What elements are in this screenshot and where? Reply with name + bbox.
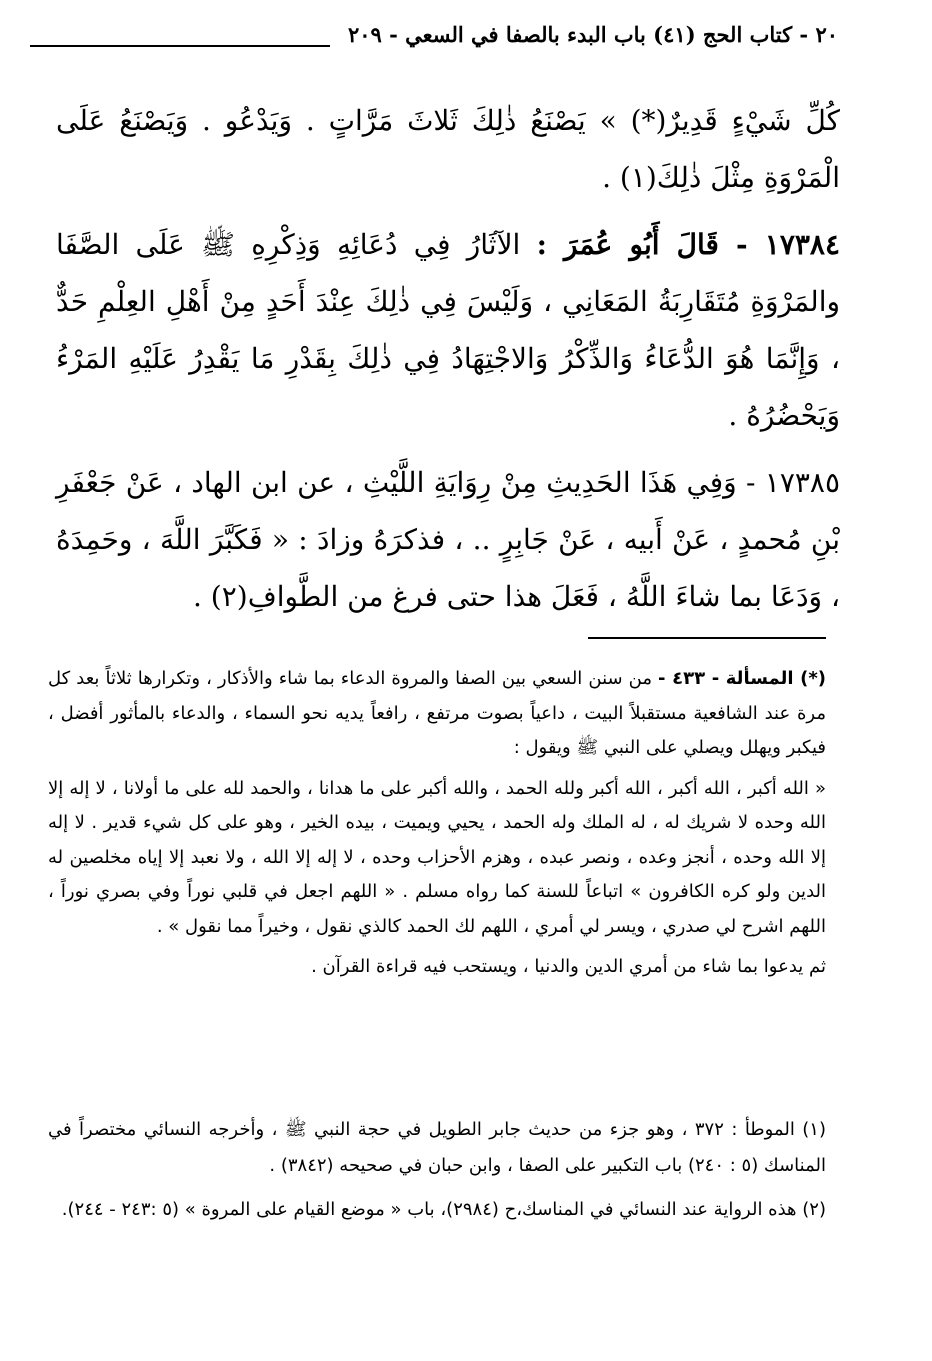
paragraph-17385: ١٧٣٨٥ - وَفِي هَذَا الحَدِيثِ مِنْ رِوَايَةِ اللَّيْثِ ، عن ابن الهاد ، عَنْ جَعْفَرِ بْنِ مُحمدٍ ، عَنْ أَبيه ، عَنْ جَابِرٍ .. ، فذكرَهُ وزادَ : « فَكَبَّرَ اللَّهَ ، وحَمِدَهُ ، وَدَعَا بما شاءَ اللَّهُ ، فَعَلَ هذا حتى فرغ من الطَّوافِ(٢) . xyxy=(56,466,840,613)
footnote-2: (٢) هذه الرواية عند النسائي في المناسك،ح (٢٩٨٤)، باب « موضع القيام على المروة » (٥ :٢٤٣ - ٢٤٤). xyxy=(61,1199,826,1220)
note-closing: ثم يدعوا بما شاء من أمري الدين والدنيا ، ويستحب فيه قراءة القرآن . xyxy=(311,956,826,977)
paragraph-17384-text: الآثَارُ فِي دُعَائِهِ وَذِكْرِهِ ﷺ عَلَى الصَّفَا والمَرْوَةِ مُتَقَارِبَةُ المَعَانِي ، وَلَيْسَ فِي ذٰلِكَ عِنْدَ أَحَدٍ مِنْ أَهْلِ العِلْمِ حَدٌّ ، وَإِنَّمَا هُوَ الدُّعَاءُ وَالذِّكْرُ وَالاجْتِهَادُ فِي ذٰلِكَ بِقَدْرِ مَا يَقْدِرُ عَلَيْهِ المَرْءُ وَيَحْضُرُهُ . xyxy=(56,228,840,432)
footnote-1: (١) الموطأ : ٣٧٢ ، وهو جزء من حديث جابر الطويل في حجة النبي ﷺ ، وأخرجه النسائي مختصراً في المناسك (٥ : ٢٤٠) باب التكبير على الصفا ، وابن حبان في صحيحه (٣٨٤٢) . xyxy=(48,1119,826,1176)
header-rule xyxy=(30,45,330,47)
footnote-divider xyxy=(588,637,826,639)
commentary-notes xyxy=(48,662,826,991)
paragraph-17384 xyxy=(56,216,840,444)
running-header xyxy=(30,22,838,56)
paragraph-number-17384: ١٧٣٨٤ - قَالَ أَبُو عُمَرَ : xyxy=(536,228,840,261)
note-dua-text: « الله أكبر ، الله أكبر ، الله أكبر ولله الحمد ، والله أكبر على ما هدانا ، والحمد لله على ما أولانا ، لا إله إلا الله وحده لا شريك له ، له الملك وله الحمد ، يحيي ويميت ، بيده الخير ، وهو على كل شيء قدير . لا إله إلا الله وحده ، أنجز وعده ، ونصر عبده ، وهزم الأحزاب وحده ، لا إله إلا الله ، ولا نعبد إلا إياه مخلصين له الدين ولو كره الكافرون » اتباعاً للسنة كما رواه مسلم . « اللهم اجعل في قلبي نوراً وفي بصري نوراً ، اللهم اشرح لي صدري ، ويسر لي أمري ، اللهم لك الحمد كالذي نقول ، وخيراً مما نقول » . xyxy=(48,777,826,937)
note-masala-text: من سنن السعي بين الصفا والمروة الدعاء بما شاء والأذكار ، وتكرارها ثلاثاً بعد كل مرة عند الشافعية مستقبلاً البيت ، داعياً بصوت مرتفع ، رافعاً يديه نحو السماء ، والدعاء بالمأثور أفضل ، فيكبر ويهلل ويصلي على النبي ﷺ ويقول : xyxy=(48,668,826,758)
note-masala-label: (*) المسألة - ٤٣٣ - xyxy=(658,668,826,689)
paragraph-1: كُلِّ شَيْءٍ قَدِيرٌ(*) » يَصْنَعُ ذٰلِكَ ثَلاثَ مَرَّاتٍ . وَيَدْعُو . وَيَصْنَعُ عَلَى الْمَرْوَةِ مِثْلَ ذٰلِكَ(١) . xyxy=(56,104,840,194)
footnotes xyxy=(48,1112,826,1236)
main-text xyxy=(56,92,840,635)
note-masala-433 xyxy=(48,662,826,766)
header-title: ٢٠ - كتاب الحج (٤١) باب البدء بالصفا في السعي - ٢٠٩ xyxy=(347,22,838,47)
